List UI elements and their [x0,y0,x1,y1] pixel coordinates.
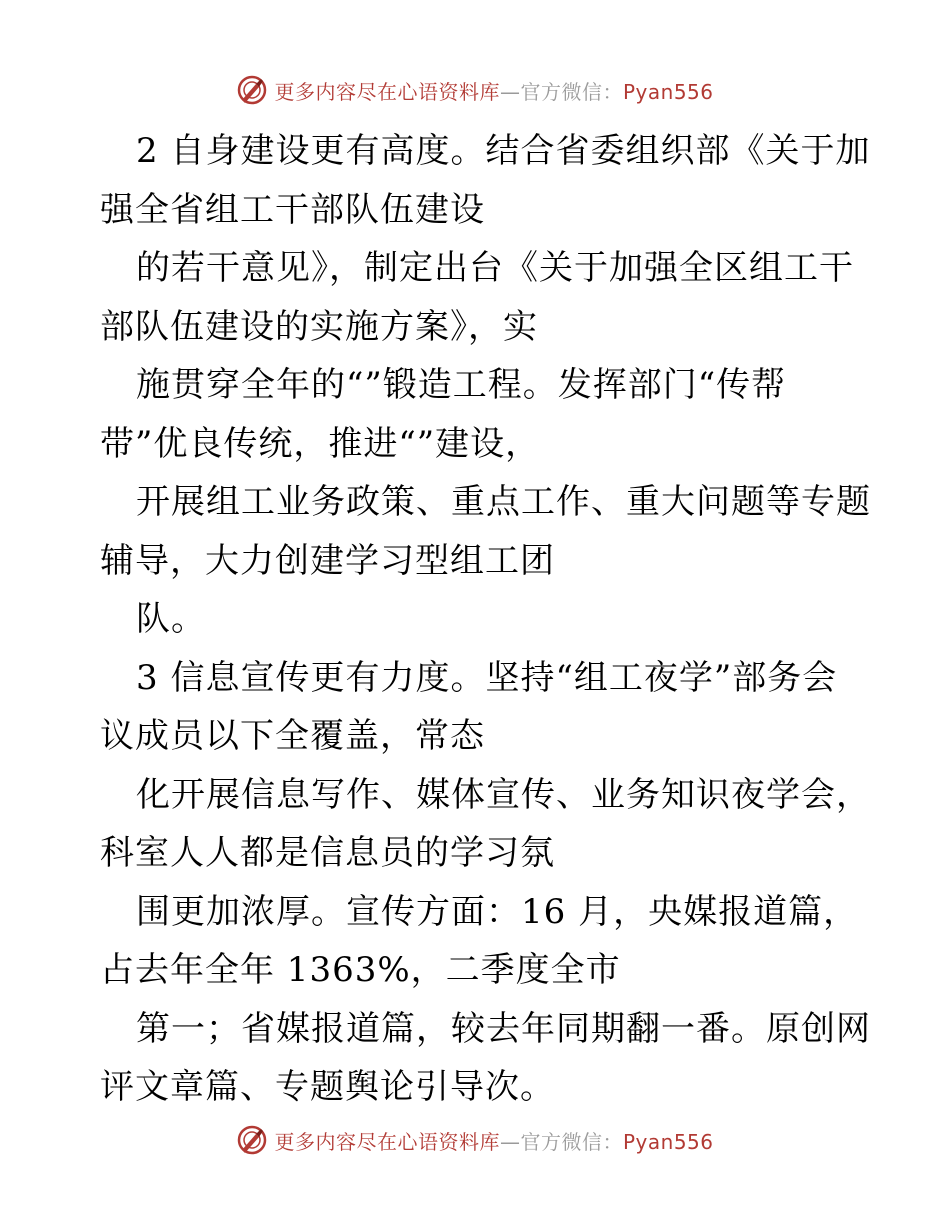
text-line: 围更加浓厚。宣传方面：16 月，央媒报道篇， [136,891,859,932]
footer-watermark [0,1120,950,1160]
text-line: 的若干意见》，制定出台《关于加强全区组工干 [136,248,854,288]
text-line: 科室人人都是信息员的学习氛 [100,833,555,873]
text-line: 强全省组工干部队伍建设 [100,189,485,230]
text-line: 占去年全年 1363%，二季度全市 [100,950,621,990]
text-line: 队。 [136,599,206,639]
text-line: 3 信息宣传更有力度。坚持“组工夜学”部务会 [136,657,838,698]
text-line: 施贯穿全年的“”锻造工程。发挥部门“传帮 [136,365,787,405]
document-body [100,122,871,1117]
brand-logo-icon [236,74,268,106]
text-line: 2 自身建设更有高度。结合省委组织部《关于加 [136,131,871,171]
text-line: 评文章篇、专题舆论引导次。 [100,1067,555,1107]
watermark-text: 更多内容尽在心语资料库—官方微信：Pyan556 [274,1129,714,1154]
text-line: 化开展信息写作、媒体宣传、业务知识夜学会， [136,774,871,815]
text-line: 第一；省媒报道篇，较去年同期翻一番。原创网 [136,1008,871,1049]
watermark-text: 更多内容尽在心语资料库—官方微信：Pyan556 [274,79,714,104]
header-watermark [0,70,950,110]
brand-logo-icon [236,1124,268,1156]
text-line: 议成员以下全覆盖，常态 [100,716,485,756]
text-line: 辅导，大力创建学习型组工团 [100,540,555,581]
text-line: 带”优良传统，推进“”建设， [100,423,541,464]
text-line: 部队伍建设的实施方案》，实 [100,306,538,347]
text-line: 开展组工业务政策、重点工作、重大问题等专题 [136,482,871,522]
